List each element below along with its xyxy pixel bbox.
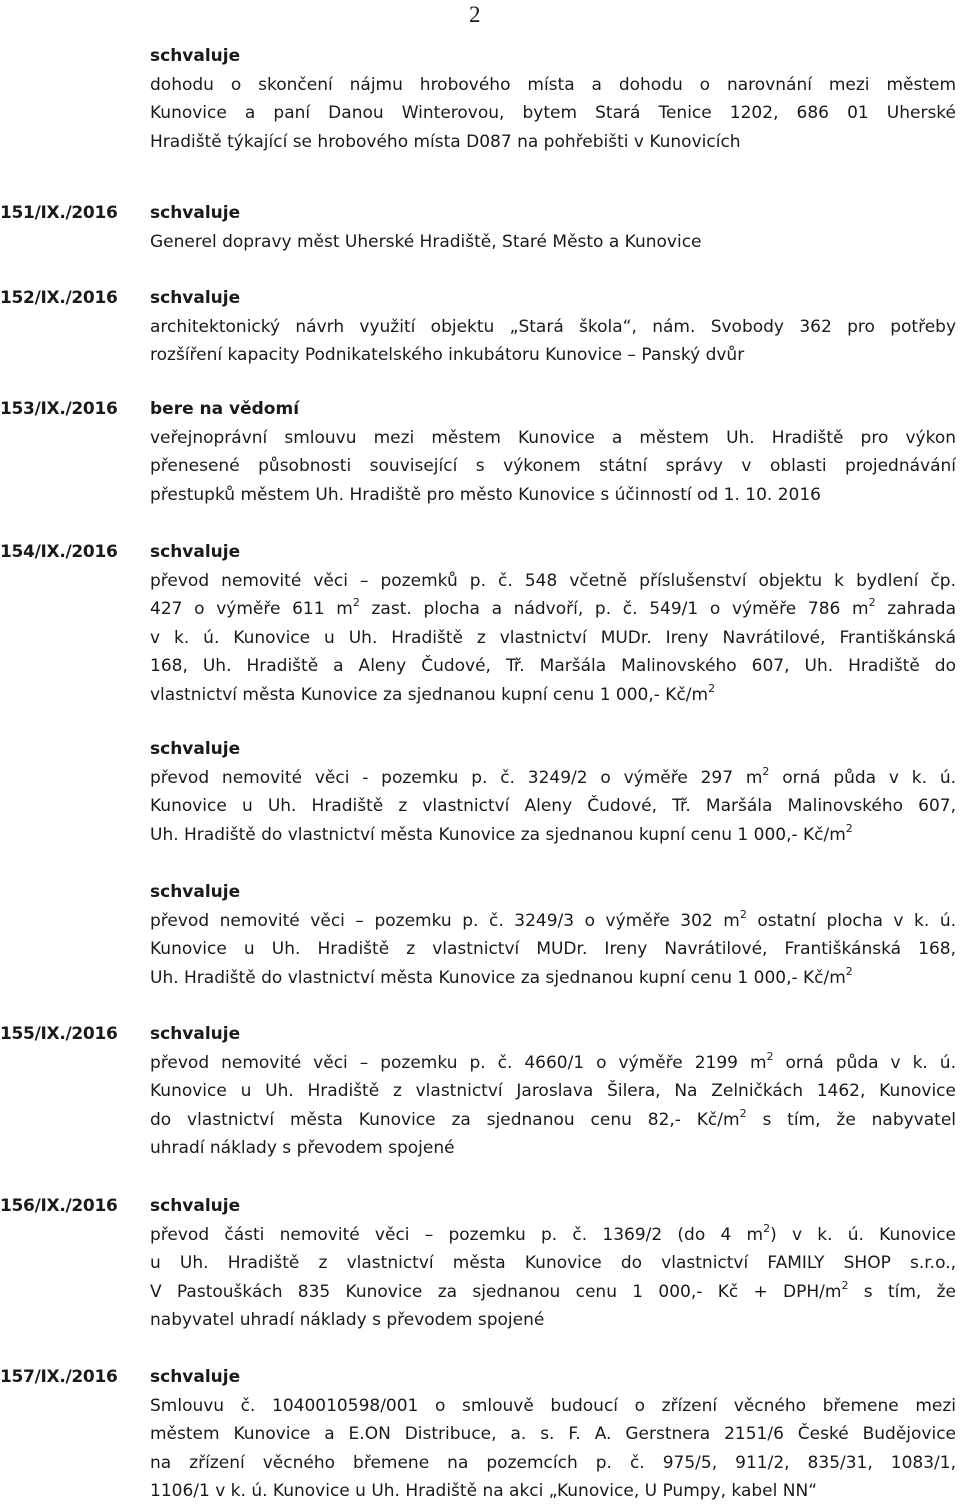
resolution-body <box>150 538 956 709</box>
text-line <box>150 1249 956 1278</box>
text-line <box>150 964 956 993</box>
text-segment: Uh. Hradiště do vlastnictví města Kunovice za sjednanou kupní cenu 1 000,- Kč/m <box>150 967 846 988</box>
text-line <box>150 128 956 157</box>
resolution-number: 156/IX./2016 <box>0 1196 118 1216</box>
text-segment: Smlouvu č. 1040010598/001 o smlouvě budoucí o zřízení věcného břemene mezi <box>150 1395 956 1416</box>
text-segment: převod nemovité věci – pozemků p. č. 548 včetně příslušenství objektu k bydlení čp. <box>150 570 956 591</box>
text-line <box>150 792 956 821</box>
resolution-verb: schvaluje <box>150 46 241 66</box>
superscript: 2 <box>763 1221 771 1235</box>
text-line <box>150 652 956 681</box>
resolution-body <box>150 395 956 509</box>
text-segment: Generel dopravy měst Uherské Hradiště, Staré Město a Kunovice <box>150 231 702 252</box>
resolution-body <box>150 42 956 156</box>
superscript: 2 <box>845 964 853 978</box>
text-segment: Kunovice u Uh. Hradiště z vlastnictví MUDr. Ireny Navrátilové, Františkánská 168, <box>150 939 956 959</box>
text-segment: převod nemovité věci - pozemku p. č. 3249/2 o výměře 297 m <box>150 767 763 788</box>
text-segment: rozšíření kapacity Podnikatelského inkubátoru Kunovice – Panský dvůr <box>150 345 745 365</box>
text-line <box>150 452 956 481</box>
resolution-body <box>150 1363 956 1506</box>
superscript: 2 <box>868 596 876 610</box>
resolution-verb: schvaluje <box>150 1367 241 1387</box>
text-segment: ) v k. ú. Kunovice <box>770 1224 956 1245</box>
superscript: 2 <box>841 1278 849 1292</box>
text-segment: přestupků městem Uh. Hradiště pro město Kunovice s účinností od 1. 10. 2016 <box>150 484 821 505</box>
resolution-number: 153/IX./2016 <box>0 399 118 419</box>
text-line <box>150 341 956 370</box>
text-segment: v k. ú. Kunovice u Uh. Hradiště z vlastnictví MUDr. Ireny Navrátilové, Františkánská <box>150 627 956 648</box>
text-segment: 168, Uh. Hradiště a Aleny Čudové, Tř. Maršála Malinovského 607, Uh. Hradiště do <box>150 656 956 676</box>
resolution-number: 154/IX./2016 <box>0 542 118 562</box>
text-segment: s tím, že <box>848 1281 956 1302</box>
text-segment: zast. plocha a nádvoří, p. č. 549/1 o výměře 786 m <box>359 599 869 619</box>
superscript: 2 <box>766 1049 774 1063</box>
text-segment: převod části nemovité věci – pozemku p. č. 1369/2 (do 4 m <box>150 1224 764 1245</box>
text-line <box>150 481 956 510</box>
text-line <box>150 1449 956 1478</box>
text-line <box>150 681 956 710</box>
text-segment: s tím, že nabyvatel <box>746 1109 956 1130</box>
text-line <box>150 1420 956 1449</box>
resolution-number: 152/IX./2016 <box>0 288 118 308</box>
text-line <box>150 567 956 596</box>
text-segment: vlastnictví města Kunovice za sjednanou kupní cenu 1 000,- Kč/m <box>150 684 709 705</box>
resolution-number: 155/IX./2016 <box>0 1024 118 1044</box>
text-line <box>150 424 956 453</box>
text-segment: 427 o výměře 611 m <box>150 599 353 619</box>
text-line <box>150 907 956 936</box>
resolution-verb: bere na vědomí <box>150 399 300 419</box>
resolution-body <box>150 199 956 256</box>
text-segment: veřejnoprávní smlouvu mezi městem Kunovice a městem Uh. Hradiště pro výkon <box>150 427 956 448</box>
resolution-body <box>150 735 956 849</box>
superscript: 2 <box>708 681 716 695</box>
resolution-number: 151/IX./2016 <box>0 203 118 223</box>
text-line <box>150 99 956 128</box>
superscript: 2 <box>739 907 747 921</box>
text-line <box>150 1049 956 1078</box>
text-segment: na zřízení věcného břemene na pozemcích p. č. 975/5, 911/2, 835/31, 1083/1, <box>150 1452 956 1473</box>
text-segment: městem Kunovice a E.ON Distribuce, a. s. F. A. Gerstnera 2151/6 České Budějovice <box>150 1424 956 1444</box>
text-segment: nabyvatel uhradí náklady s převodem spojené <box>150 1310 545 1330</box>
resolution-verb: schvaluje <box>150 288 241 308</box>
text-segment: 1106/1 v k. ú. Kunovice u Uh. Hradiště na akci „Kunovice, U Pumpy, kabel NN“ <box>150 1481 818 1501</box>
resolution-verb: schvaluje <box>150 882 241 902</box>
text-line <box>150 935 956 964</box>
superscript: 2 <box>739 1106 747 1120</box>
text-line <box>150 228 956 257</box>
text-segment: orná půda v k. ú. <box>769 767 956 788</box>
text-line <box>150 1306 956 1335</box>
text-line <box>150 1134 956 1163</box>
text-line <box>150 1477 956 1506</box>
text-line <box>150 313 956 342</box>
text-line <box>150 1392 956 1421</box>
text-segment: přenesené působnosti související s výkonem státní správy v oblasti projednávání <box>150 456 956 476</box>
resolution-verb: schvaluje <box>150 542 241 562</box>
text-segment: orná půda v k. ú. <box>773 1052 956 1073</box>
text-line <box>150 1221 956 1250</box>
resolution-body <box>150 1020 956 1163</box>
text-segment: V Pastouškách 835 Kunovice za sjednanou cenu 1 000,- Kč + DPH/m <box>150 1281 842 1302</box>
text-segment: Kunovice a paní Danou Winterovou, bytem Stará Tenice 1202, 686 01 Uherské <box>150 103 956 123</box>
resolution-number: 157/IX./2016 <box>0 1367 118 1387</box>
text-segment: Kunovice u Uh. Hradiště z vlastnictví Jaroslava Šilera, Na Zelničkách 1462, Kunovice <box>150 1081 956 1101</box>
text-segment: převod nemovité věci – pozemku p. č. 4660/1 o výměře 2199 m <box>150 1052 767 1073</box>
text-segment: do vlastnictví města Kunovice za sjednanou cenu 82,- Kč/m <box>150 1109 740 1130</box>
text-segment: Hradiště týkající se hrobového místa D087 na pohřebišti v Kunovicích <box>150 131 741 152</box>
resolution-verb: schvaluje <box>150 203 241 223</box>
resolution-body <box>150 878 956 992</box>
text-line <box>150 821 956 850</box>
text-line <box>150 1077 956 1106</box>
superscript: 2 <box>845 821 853 835</box>
text-line <box>150 1106 956 1135</box>
text-segment: ostatní plocha v k. ú. <box>746 910 956 931</box>
text-segment: Uh. Hradiště do vlastnictví města Kunovice za sjednanou kupní cenu 1 000,- Kč/m <box>150 824 846 845</box>
page-number: 2 <box>469 2 481 27</box>
resolution-verb: schvaluje <box>150 1024 241 1044</box>
text-segment: zahrada <box>875 599 956 619</box>
superscript: 2 <box>352 596 360 610</box>
resolution-body <box>150 1192 956 1335</box>
text-line <box>150 764 956 793</box>
text-segment: architektonický návrh využití objektu „Stará škola“, nám. Svobody 362 pro potřeby <box>150 316 956 337</box>
resolution-body <box>150 284 956 370</box>
text-segment: uhradí náklady s převodem spojené <box>150 1138 455 1158</box>
text-line <box>150 1278 956 1307</box>
superscript: 2 <box>762 764 770 778</box>
text-segment: dohodu o skončení nájmu hrobového místa a dohodu o narovnání mezi městem <box>150 74 956 95</box>
text-line <box>150 71 956 100</box>
resolution-verb: schvaluje <box>150 739 241 759</box>
text-segment: převod nemovité věci – pozemku p. č. 3249/3 o výměře 302 m <box>150 910 740 931</box>
text-segment: u Uh. Hradiště z vlastnictví města Kunovice do vlastnictví FAMILY SHOP s.r.o., <box>150 1253 956 1273</box>
resolution-verb: schvaluje <box>150 1196 241 1216</box>
text-line <box>150 624 956 653</box>
text-segment: Kunovice u Uh. Hradiště z vlastnictví Aleny Čudové, Tř. Maršála Malinovského 607, <box>150 796 956 816</box>
text-line <box>150 595 956 624</box>
